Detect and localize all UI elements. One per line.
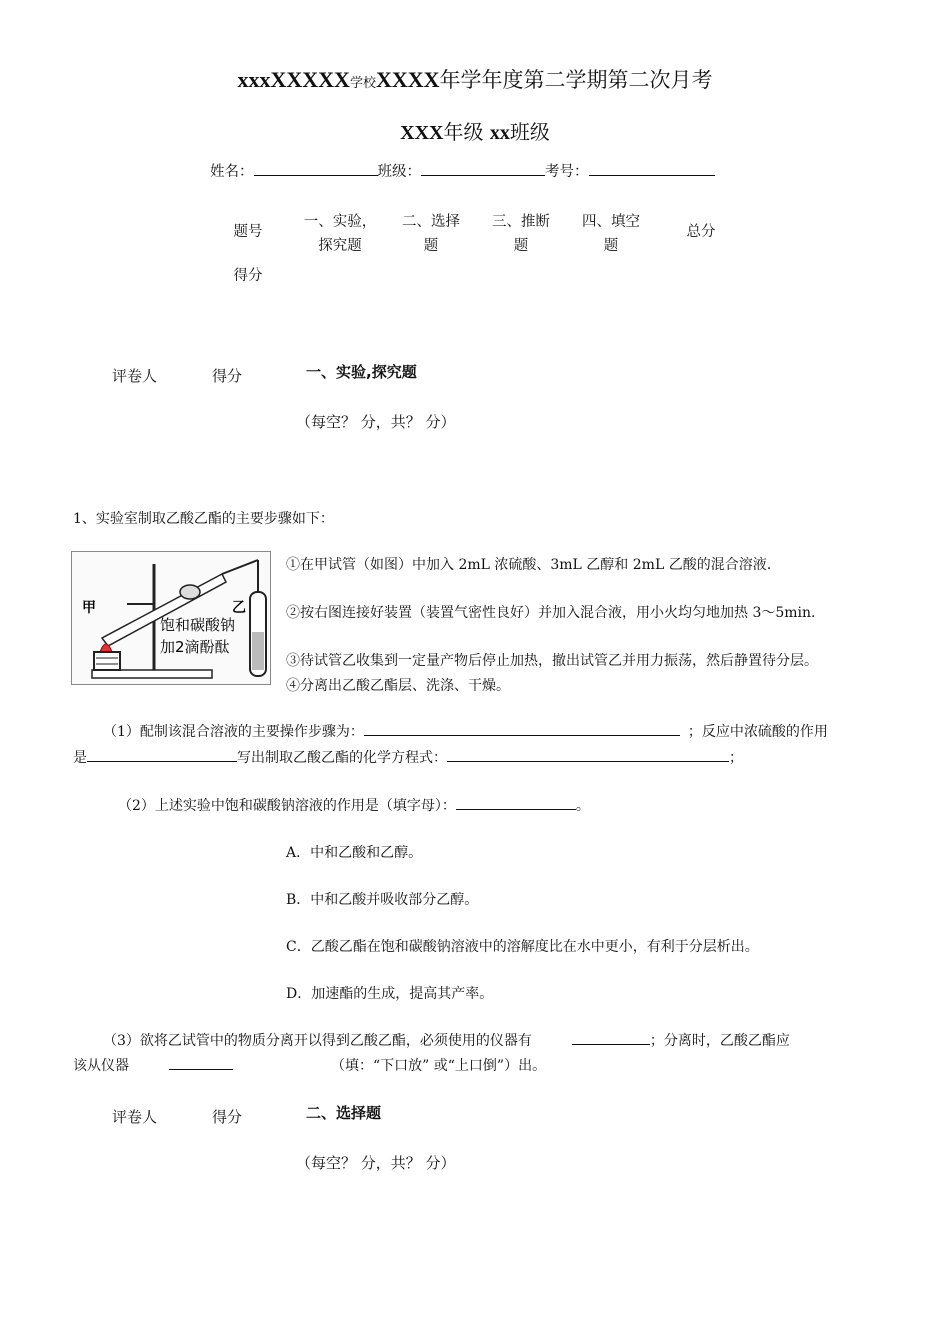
subq2-text: （2）上述实验中饱和碳酸钠溶液的作用是（填字母）： bbox=[118, 798, 456, 814]
exam-no-label: 考号： bbox=[545, 164, 589, 180]
class-field[interactable] bbox=[421, 161, 545, 176]
subtitle-part: 年级 bbox=[443, 120, 484, 144]
subq1-line2 bbox=[73, 745, 743, 771]
subq1-text: 写出制取乙酸乙酯的化学方程式： bbox=[237, 750, 447, 766]
figure-text-solution: 饱和碳酸钠 bbox=[160, 616, 236, 634]
question-number-label: 题号 bbox=[233, 224, 263, 240]
subq1-line1 bbox=[103, 719, 828, 745]
subq1-text: （1）配制该混合溶液的主要操作步骤为： bbox=[103, 724, 364, 740]
apparatus-drawing bbox=[72, 552, 270, 684]
subq3-line1 bbox=[103, 1028, 790, 1054]
option-b: B．中和乙酸并吸收部分乙醇。 bbox=[286, 892, 479, 908]
label-jia: 甲 bbox=[82, 600, 96, 616]
section1-grader-label: 评卷人 bbox=[112, 367, 158, 385]
label-yi: 乙 bbox=[232, 600, 246, 616]
subq1-text: 是 bbox=[73, 750, 87, 766]
column-total: 总分 bbox=[686, 224, 716, 240]
column-label: 题 bbox=[603, 238, 619, 254]
column-choice bbox=[390, 210, 472, 258]
section1-heading: 一、实验,探究题 bbox=[306, 363, 417, 381]
column-label: 探究题 bbox=[318, 238, 362, 254]
student-info-line bbox=[210, 160, 715, 181]
column-label: 四、填空 bbox=[582, 214, 640, 230]
subq3-text: （3）欲将乙试管中的物质分离开以得到乙酸乙酯，必须使用的仪器有 bbox=[103, 1033, 532, 1049]
answer-blank-equation[interactable] bbox=[447, 747, 729, 762]
answer-blank-acid-role[interactable] bbox=[87, 747, 237, 762]
name-label: 姓名： bbox=[210, 164, 254, 180]
section1-score-label: 得分 bbox=[212, 367, 243, 385]
exam-no-field[interactable] bbox=[589, 161, 715, 176]
class-label: 班级： bbox=[377, 164, 421, 180]
section1-points: （每空？ 分，共？ 分） bbox=[296, 413, 456, 431]
step-3: ③待试管乙收集到一定量产物后停止加热，撤出试管乙并用力振荡，然后静置待分层。 bbox=[286, 653, 818, 669]
figure-text-indicator: 加2滴酚酞 bbox=[160, 638, 230, 656]
subq1-text: ；反应中浓硫酸的作用 bbox=[687, 724, 828, 740]
subtitle-part: 班级 bbox=[509, 120, 550, 144]
subq1-text: ； bbox=[729, 750, 743, 766]
answer-blank-instrument[interactable] bbox=[572, 1030, 650, 1045]
subq2-text: 。 bbox=[575, 798, 590, 814]
exam-subtitle bbox=[0, 116, 950, 145]
column-fill bbox=[570, 210, 652, 258]
column-inference bbox=[480, 210, 562, 258]
section2-heading: 二、选择题 bbox=[306, 1104, 382, 1122]
title-part: 学校 bbox=[349, 76, 376, 91]
title-part: XXXX bbox=[375, 67, 440, 92]
score-row-label: 得分 bbox=[233, 268, 263, 284]
column-label: 一、实验， bbox=[303, 214, 377, 230]
column-label: 题 bbox=[513, 238, 529, 254]
step-4: ④分离出乙酸乙酯层、洗涤、干燥。 bbox=[286, 678, 510, 694]
option-d: D．加速酯的生成，提高其产率。 bbox=[286, 986, 494, 1002]
exam-title bbox=[0, 64, 950, 94]
column-label: 二、选择 bbox=[402, 214, 460, 230]
subq3-text: ；分离时，乙酸乙酯应 bbox=[649, 1033, 790, 1049]
column-label: 三、推断 bbox=[492, 214, 550, 230]
answer-blank-steps[interactable] bbox=[364, 721, 680, 736]
column-label: 题 bbox=[423, 238, 439, 254]
subq2-line bbox=[118, 793, 590, 819]
option-a: A．中和乙酸和乙醇。 bbox=[286, 845, 423, 861]
name-field[interactable] bbox=[254, 161, 378, 176]
subq3-line2 bbox=[73, 1053, 546, 1079]
answer-blank-direction[interactable] bbox=[169, 1055, 233, 1070]
section2-points: （每空？ 分，共？ 分） bbox=[296, 1154, 456, 1172]
answer-blank-choice[interactable] bbox=[456, 795, 576, 810]
section2-score-label: 得分 bbox=[212, 1108, 243, 1126]
column-experiment bbox=[296, 210, 384, 258]
title-part: 年学年度第二学期第二次月考 bbox=[439, 68, 713, 92]
apparatus-figure bbox=[71, 551, 271, 685]
question1-stem: 1、实验室制取乙酸乙酯的主要步骤如下： bbox=[73, 511, 334, 527]
subtitle-part: XXX bbox=[400, 122, 444, 144]
step-2: ②按右图连接好装置（装置气密性良好）并加入混合液，用小火均匀地加热 3～5min. bbox=[286, 605, 816, 621]
title-part: xxxXXXXX bbox=[237, 67, 350, 92]
option-c: C．乙酸乙酯在饱和碳酸钠溶液中的溶解度比在水中更小，有利于分层析出。 bbox=[286, 939, 759, 955]
subtitle-part: xx bbox=[489, 122, 510, 144]
subq3-text: 该从仪器 bbox=[73, 1058, 129, 1074]
step-1: ①在甲试管（如图）中加入 2mL 浓硫酸、3mL 乙醇和 2mL 乙酸的混合溶液. bbox=[286, 557, 772, 573]
subq3-text: （填：“下口放” 或“上口倒”）出。 bbox=[331, 1058, 547, 1074]
section2-grader-label: 评卷人 bbox=[112, 1108, 158, 1126]
